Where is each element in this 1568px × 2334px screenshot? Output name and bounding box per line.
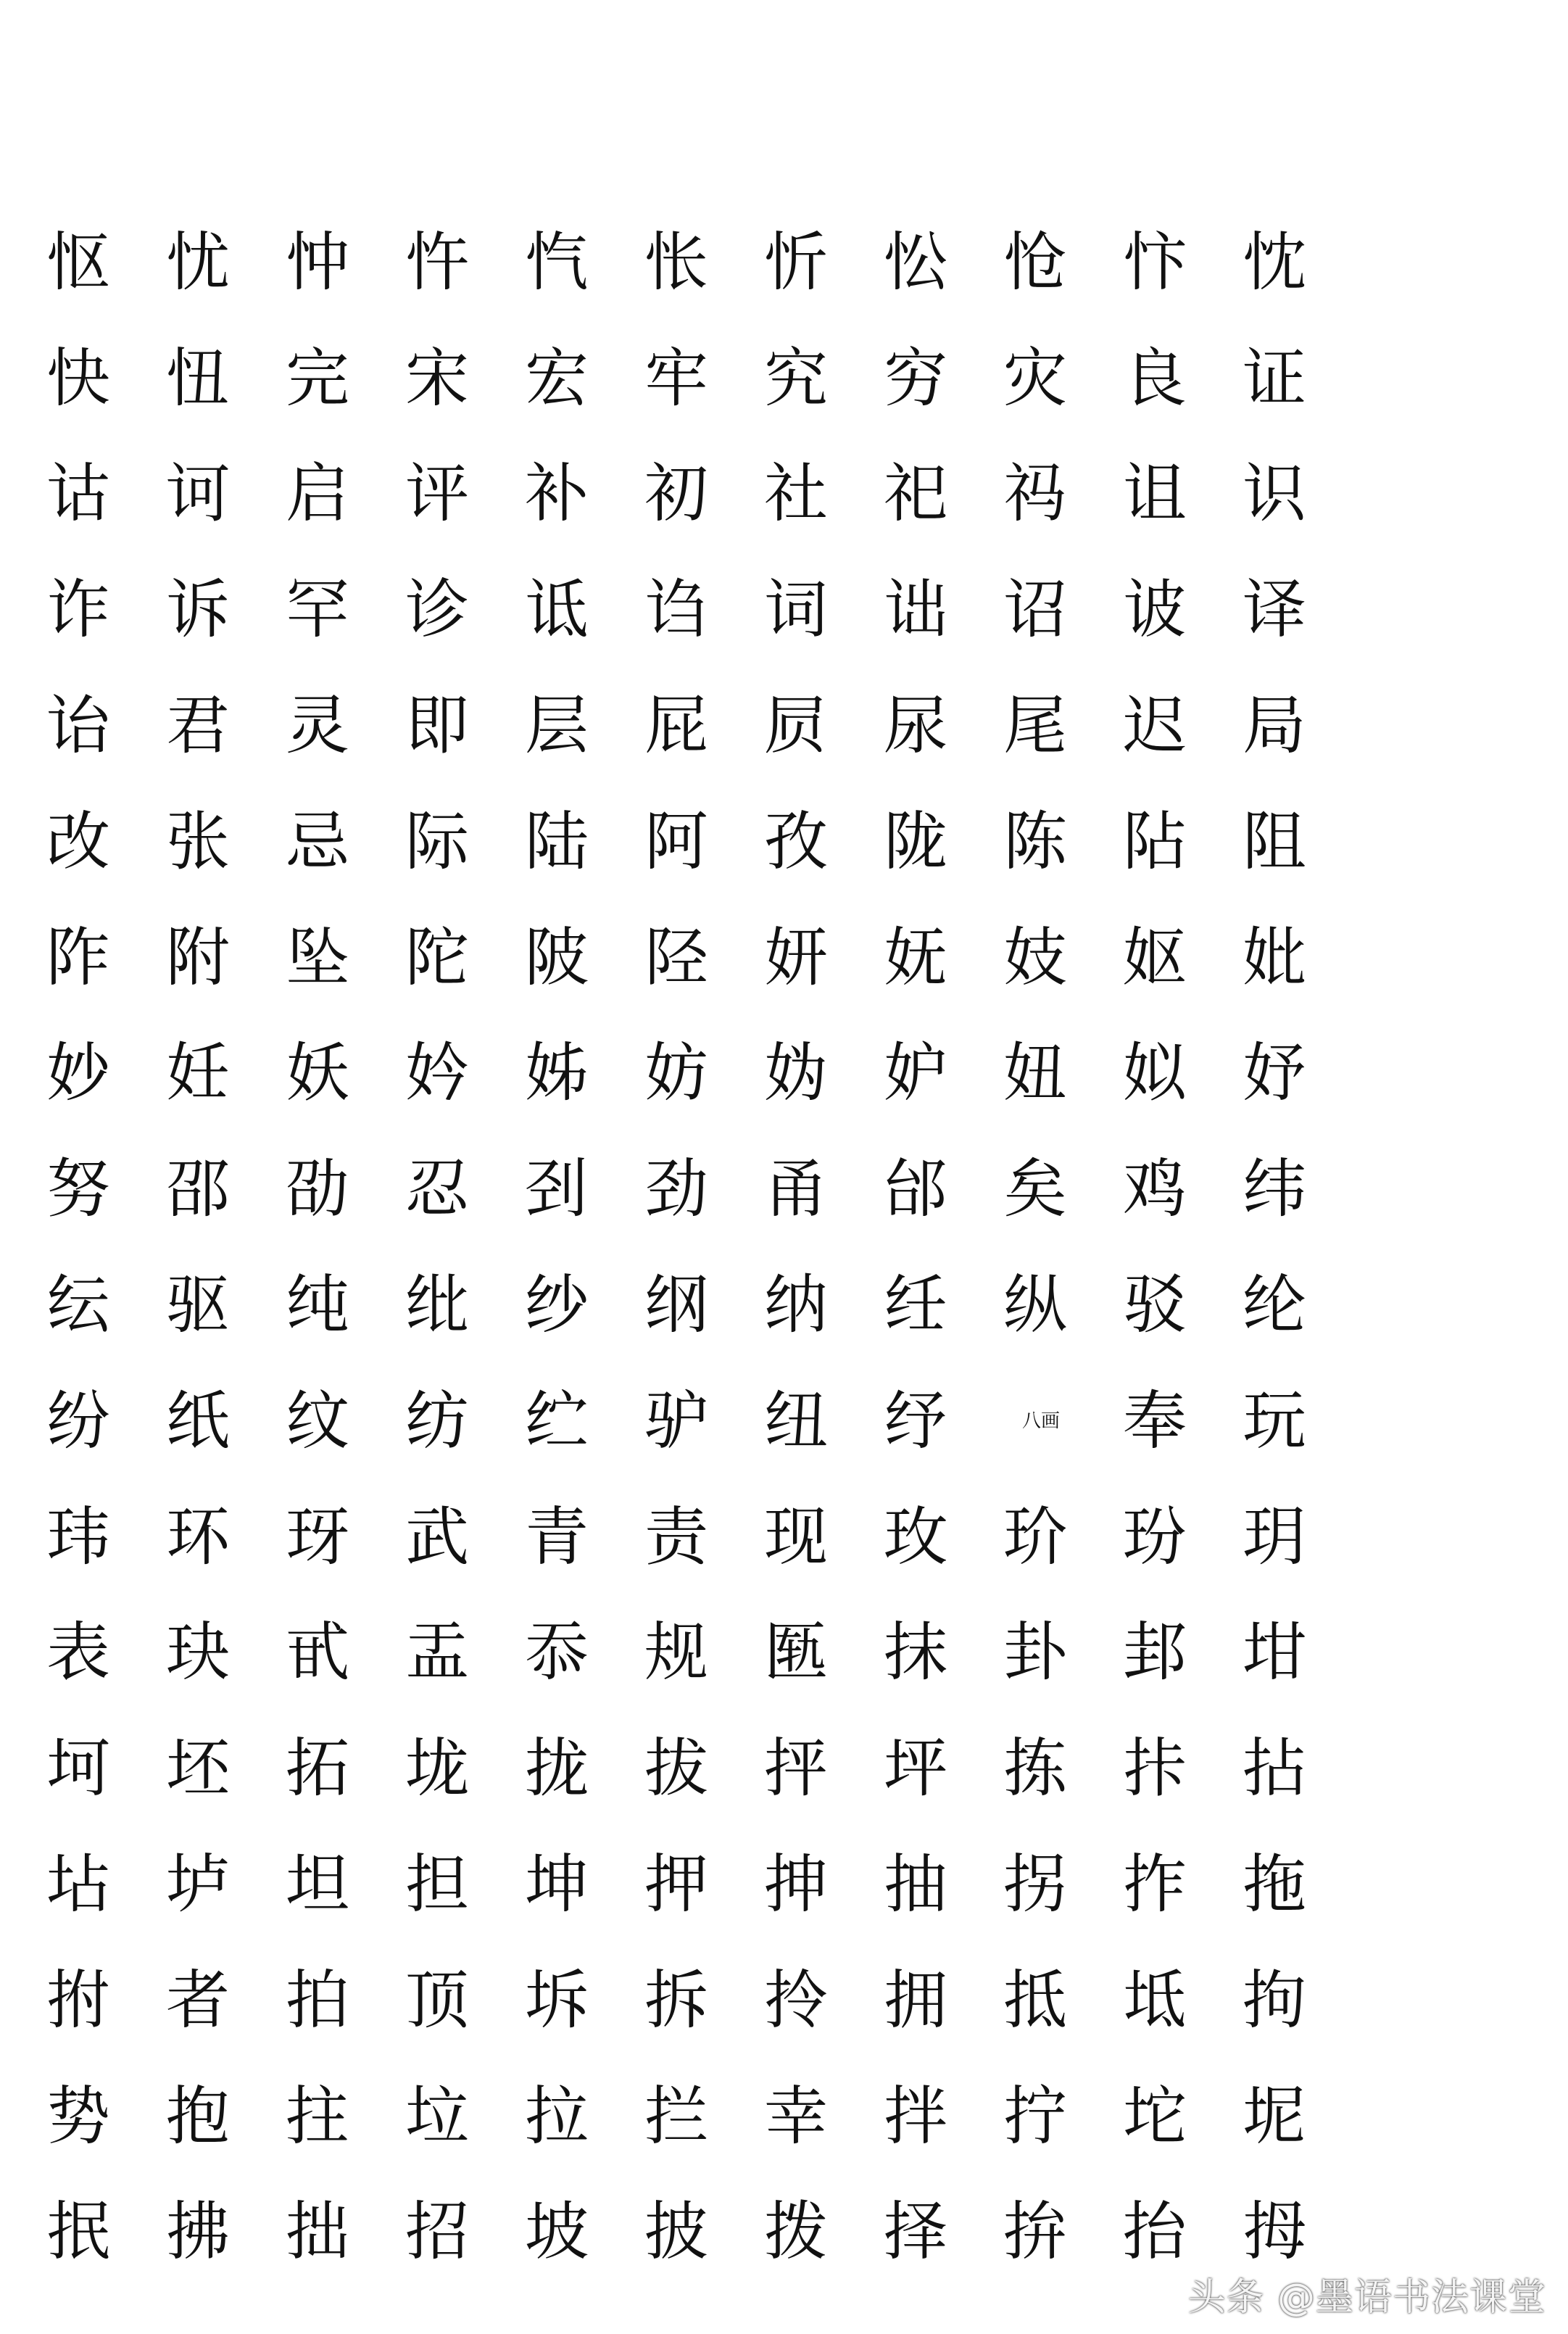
character-cell: 妊 <box>166 1035 231 1111</box>
character-cell: 玦 <box>166 1615 231 1690</box>
character-cell: 拖 <box>1243 1847 1307 1922</box>
character-cell: 究 <box>764 340 829 415</box>
character-cell: 顶 <box>405 1962 470 2037</box>
character-cell: 刭 <box>525 1151 589 1227</box>
character-cell: 玮 <box>46 1499 111 1574</box>
character-cell: 劲 <box>644 1151 709 1227</box>
character-cell: 屁 <box>644 688 709 763</box>
character-cell: 证 <box>1243 340 1307 415</box>
character-cell: 诊 <box>405 572 470 647</box>
character-cell: 纹 <box>286 1383 350 1458</box>
character-cell: 玠 <box>1003 1499 1068 1574</box>
character-cell: 诒 <box>46 688 111 763</box>
character-cell: 卦 <box>1003 1615 1068 1690</box>
character-cell: 拊 <box>46 1962 111 2037</box>
character-cell: 鸡 <box>1123 1151 1187 1227</box>
character-cell: 启 <box>286 456 350 531</box>
character-cell: 忻 <box>764 224 829 299</box>
character-cell: 纭 <box>46 1267 111 1343</box>
character-cell: 责 <box>644 1499 709 1574</box>
character-cell: 招 <box>405 2194 470 2269</box>
character-cell: 邵 <box>166 1151 231 1227</box>
character-cell: 坨 <box>1123 2078 1187 2153</box>
character-cell: 忧 <box>166 224 231 299</box>
character-cell: 阻 <box>1243 803 1307 879</box>
character-cell: 阼 <box>46 919 111 995</box>
character-cell: 披 <box>644 2194 709 2269</box>
character-cell: 快 <box>46 340 111 415</box>
character-cell: 忭 <box>1123 224 1187 299</box>
character-cell: 纵 <box>1003 1267 1068 1343</box>
character-cell: 妪 <box>1123 919 1187 995</box>
character-cell: 坠 <box>286 919 350 995</box>
character-cell: 拓 <box>286 1731 350 1806</box>
character-cell: 怅 <box>644 224 709 299</box>
character-cell: 驴 <box>644 1383 709 1458</box>
character-cell: 势 <box>46 2078 111 2153</box>
character-cell: 拧 <box>1003 2078 1068 2153</box>
character-cell: 拚 <box>1003 2194 1068 2269</box>
character-cell: 忪 <box>884 224 948 299</box>
character-cell: 改 <box>46 803 111 879</box>
character-cell: 陂 <box>525 919 589 995</box>
character-cell: 驳 <box>1123 1267 1187 1343</box>
character-cell: 坫 <box>46 1847 111 1922</box>
character-cell: 青 <box>525 1499 589 1574</box>
character-cell: 诋 <box>525 572 589 647</box>
character-cell: 武 <box>405 1499 470 1574</box>
character-cell: 忾 <box>525 224 589 299</box>
character-cell: 纲 <box>644 1267 709 1343</box>
watermark: 头条 @墨语书法课堂 <box>1187 2276 1546 2319</box>
character-cell: 努 <box>46 1151 111 1227</box>
character-cell: 怆 <box>1003 224 1068 299</box>
character-cell: 甙 <box>286 1615 350 1690</box>
character-cell: 抱 <box>166 2078 231 2153</box>
character-cell: 姊 <box>525 1035 589 1111</box>
character-cell: 拂 <box>166 2194 231 2269</box>
character-cell: 纶 <box>1243 1267 1307 1343</box>
character-cell: 拆 <box>644 1962 709 2037</box>
character-cell: 纰 <box>405 1267 470 1343</box>
character-cell: 怄 <box>46 224 111 299</box>
character-cell: 灾 <box>1003 340 1068 415</box>
character-cell: 抨 <box>764 1731 829 1806</box>
character-cell: 玩 <box>1243 1383 1307 1458</box>
character-cell: 局 <box>1243 688 1307 763</box>
character-cell: 拦 <box>644 2078 709 2153</box>
character-cell: 拔 <box>644 1731 709 1806</box>
character-cell: 拐 <box>1003 1847 1068 1922</box>
character-cell: 忍 <box>405 1151 470 1227</box>
character-cell: 妨 <box>644 1035 709 1111</box>
character-cell: 忱 <box>1243 224 1307 299</box>
character-cell: 纱 <box>525 1267 589 1343</box>
character-cell: 诉 <box>166 572 231 647</box>
character-cell: 抹 <box>884 1615 948 1690</box>
character-cell: 纸 <box>166 1383 231 1458</box>
character-cell: 拉 <box>525 2078 589 2153</box>
character-cell: 尾 <box>1003 688 1068 763</box>
character-cell: 拙 <box>286 2194 350 2269</box>
character-cell: 祃 <box>1003 456 1068 531</box>
character-cell: 词 <box>764 572 829 647</box>
character-cell: 拣 <box>1003 1731 1068 1806</box>
character-cell: 妩 <box>884 919 948 995</box>
character-cell: 拄 <box>286 2078 350 2153</box>
character-cell: 补 <box>525 456 589 531</box>
character-cell: 纯 <box>286 1267 350 1343</box>
character-cell: 坷 <box>46 1731 111 1806</box>
character-cell: 姒 <box>1123 1035 1187 1111</box>
character-cell: 即 <box>405 688 470 763</box>
character-cell: 幸 <box>764 2078 829 2153</box>
character-cell: 甬 <box>764 1151 829 1227</box>
character-cell: 坼 <box>525 1962 589 2037</box>
character-cell: 诈 <box>46 572 111 647</box>
section-label: 八画 <box>1022 1410 1061 1432</box>
character-cell: 环 <box>166 1499 231 1574</box>
character-cell: 附 <box>166 919 231 995</box>
character-cell: 规 <box>644 1615 709 1690</box>
character-cell: 奉 <box>1123 1383 1187 1458</box>
character-cell: 妞 <box>1003 1035 1068 1111</box>
character-cell: 陉 <box>644 919 709 995</box>
character-cell: 妍 <box>764 919 829 995</box>
character-cell: 玢 <box>1123 1499 1187 1574</box>
character-cell: 匦 <box>764 1615 829 1690</box>
character-cell: 张 <box>166 803 231 879</box>
character-grid <box>41 204 1360 2290</box>
character-cell: 迟 <box>1123 688 1187 763</box>
character-cell: 妗 <box>405 1035 470 1111</box>
character-cell: 矣 <box>1003 1151 1068 1227</box>
character-cell: 诌 <box>644 572 709 647</box>
character-cell: 邽 <box>1123 1615 1187 1690</box>
character-cell: 垅 <box>405 1731 470 1806</box>
character-cell: 拘 <box>1243 1962 1307 2037</box>
character-cell: 者 <box>166 1962 231 2037</box>
character-cell: 盂 <box>405 1615 470 1690</box>
character-cell: 垆 <box>166 1847 231 1922</box>
character-cell: 抬 <box>1123 2194 1187 2269</box>
character-cell: 牢 <box>644 340 709 415</box>
character-cell: 孜 <box>764 803 829 879</box>
character-cell: 灵 <box>286 688 350 763</box>
character-cell: 表 <box>46 1615 111 1690</box>
character-cell: 诅 <box>1123 456 1187 531</box>
character-cell: 尿 <box>884 688 948 763</box>
character-cell: 劭 <box>286 1151 350 1227</box>
character-cell: 拢 <box>525 1731 589 1806</box>
character-cell: 识 <box>1243 456 1307 531</box>
character-cell: 陈 <box>1003 803 1068 879</box>
character-cell: 坦 <box>286 1847 350 1922</box>
character-cell: 玥 <box>1243 1499 1307 1574</box>
character-cell: 坭 <box>1243 2078 1307 2153</box>
character-cell: 层 <box>525 688 589 763</box>
character-cell: 阽 <box>1123 803 1187 879</box>
character-cell: 拨 <box>764 2194 829 2269</box>
character-cell: 押 <box>644 1847 709 1922</box>
character-cell: 完 <box>286 340 350 415</box>
character-cell: 拥 <box>884 1962 948 2037</box>
character-cell: 忤 <box>405 224 470 299</box>
character-cell: 忝 <box>525 1615 589 1690</box>
character-cell: 社 <box>764 456 829 531</box>
character-cell: 抵 <box>1003 1962 1068 2037</box>
character-cell: 陆 <box>525 803 589 879</box>
character-cell: 现 <box>764 1499 829 1574</box>
character-cell: 纽 <box>764 1383 829 1458</box>
character-cell: 妫 <box>764 1035 829 1111</box>
character-cell: 屃 <box>764 688 829 763</box>
character-cell: 阿 <box>644 803 709 879</box>
character-cell: 纳 <box>764 1267 829 1343</box>
character-cell: 陀 <box>405 919 470 995</box>
character-cell: 妣 <box>1243 919 1307 995</box>
character-cell: 诐 <box>1123 572 1187 647</box>
character-cell: 纻 <box>525 1383 589 1458</box>
character-cell: 忸 <box>166 340 231 415</box>
character-cell: 译 <box>1243 572 1307 647</box>
character-cell: 抽 <box>884 1847 948 1922</box>
character-cell: 妤 <box>1243 1035 1307 1111</box>
character-cell: 诏 <box>1003 572 1068 647</box>
character-cell: 坡 <box>525 2194 589 2269</box>
character-cell: 罕 <box>286 572 350 647</box>
character-cell: 诎 <box>884 572 948 647</box>
character-cell: 纺 <box>405 1383 470 1458</box>
character-cell: 玡 <box>286 1499 350 1574</box>
character-cell: 祀 <box>884 456 948 531</box>
character-cell: 评 <box>405 456 470 531</box>
character-cell: 抻 <box>764 1847 829 1922</box>
character-cell: 君 <box>166 688 231 763</box>
character-cell: 拇 <box>1243 2194 1307 2269</box>
character-cell: 坩 <box>1243 1615 1307 1690</box>
character-cell: 拈 <box>1243 1731 1307 1806</box>
character-cell: 纬 <box>1243 1151 1307 1227</box>
character-cell: 纴 <box>884 1267 948 1343</box>
character-cell: 宏 <box>525 340 589 415</box>
character-cell: 驱 <box>166 1267 231 1343</box>
character-cell: 玫 <box>884 1499 948 1574</box>
character-cell: 拤 <box>1123 1731 1187 1806</box>
character-cell: 忡 <box>286 224 350 299</box>
character-cell: 际 <box>405 803 470 879</box>
character-cell: 良 <box>1123 340 1187 415</box>
character-cell: 忌 <box>286 803 350 879</box>
character-cell: 妙 <box>46 1035 111 1111</box>
character-cell: 拃 <box>1123 1847 1187 1922</box>
character-cell: 拌 <box>884 2078 948 2153</box>
character-cell: 坯 <box>166 1731 231 1806</box>
character-cell: 妒 <box>884 1035 948 1111</box>
character-cell: 陇 <box>884 803 948 879</box>
character-cell: 纷 <box>46 1383 111 1458</box>
character-cell: 诂 <box>46 456 111 531</box>
character-cell: 初 <box>644 456 709 531</box>
character-cell: 邰 <box>884 1151 948 1227</box>
character-cell: 妓 <box>1003 919 1068 995</box>
character-cell: 担 <box>405 1847 470 1922</box>
character-cell: 择 <box>884 2194 948 2269</box>
character-cell: 宋 <box>405 340 470 415</box>
character-cell: 坤 <box>525 1847 589 1922</box>
character-cell: 拍 <box>286 1962 350 2037</box>
character-cell: 妖 <box>286 1035 350 1111</box>
character-cell: 诃 <box>166 456 231 531</box>
character-cell: 纾 <box>884 1383 948 1458</box>
character-cell: 拎 <box>764 1962 829 2037</box>
character-cell: 抿 <box>46 2194 111 2269</box>
character-cell: 穷 <box>884 340 948 415</box>
character-cell: 坻 <box>1123 1962 1187 2037</box>
character-cell: 坪 <box>884 1731 948 1806</box>
character-cell: 垃 <box>405 2078 470 2153</box>
